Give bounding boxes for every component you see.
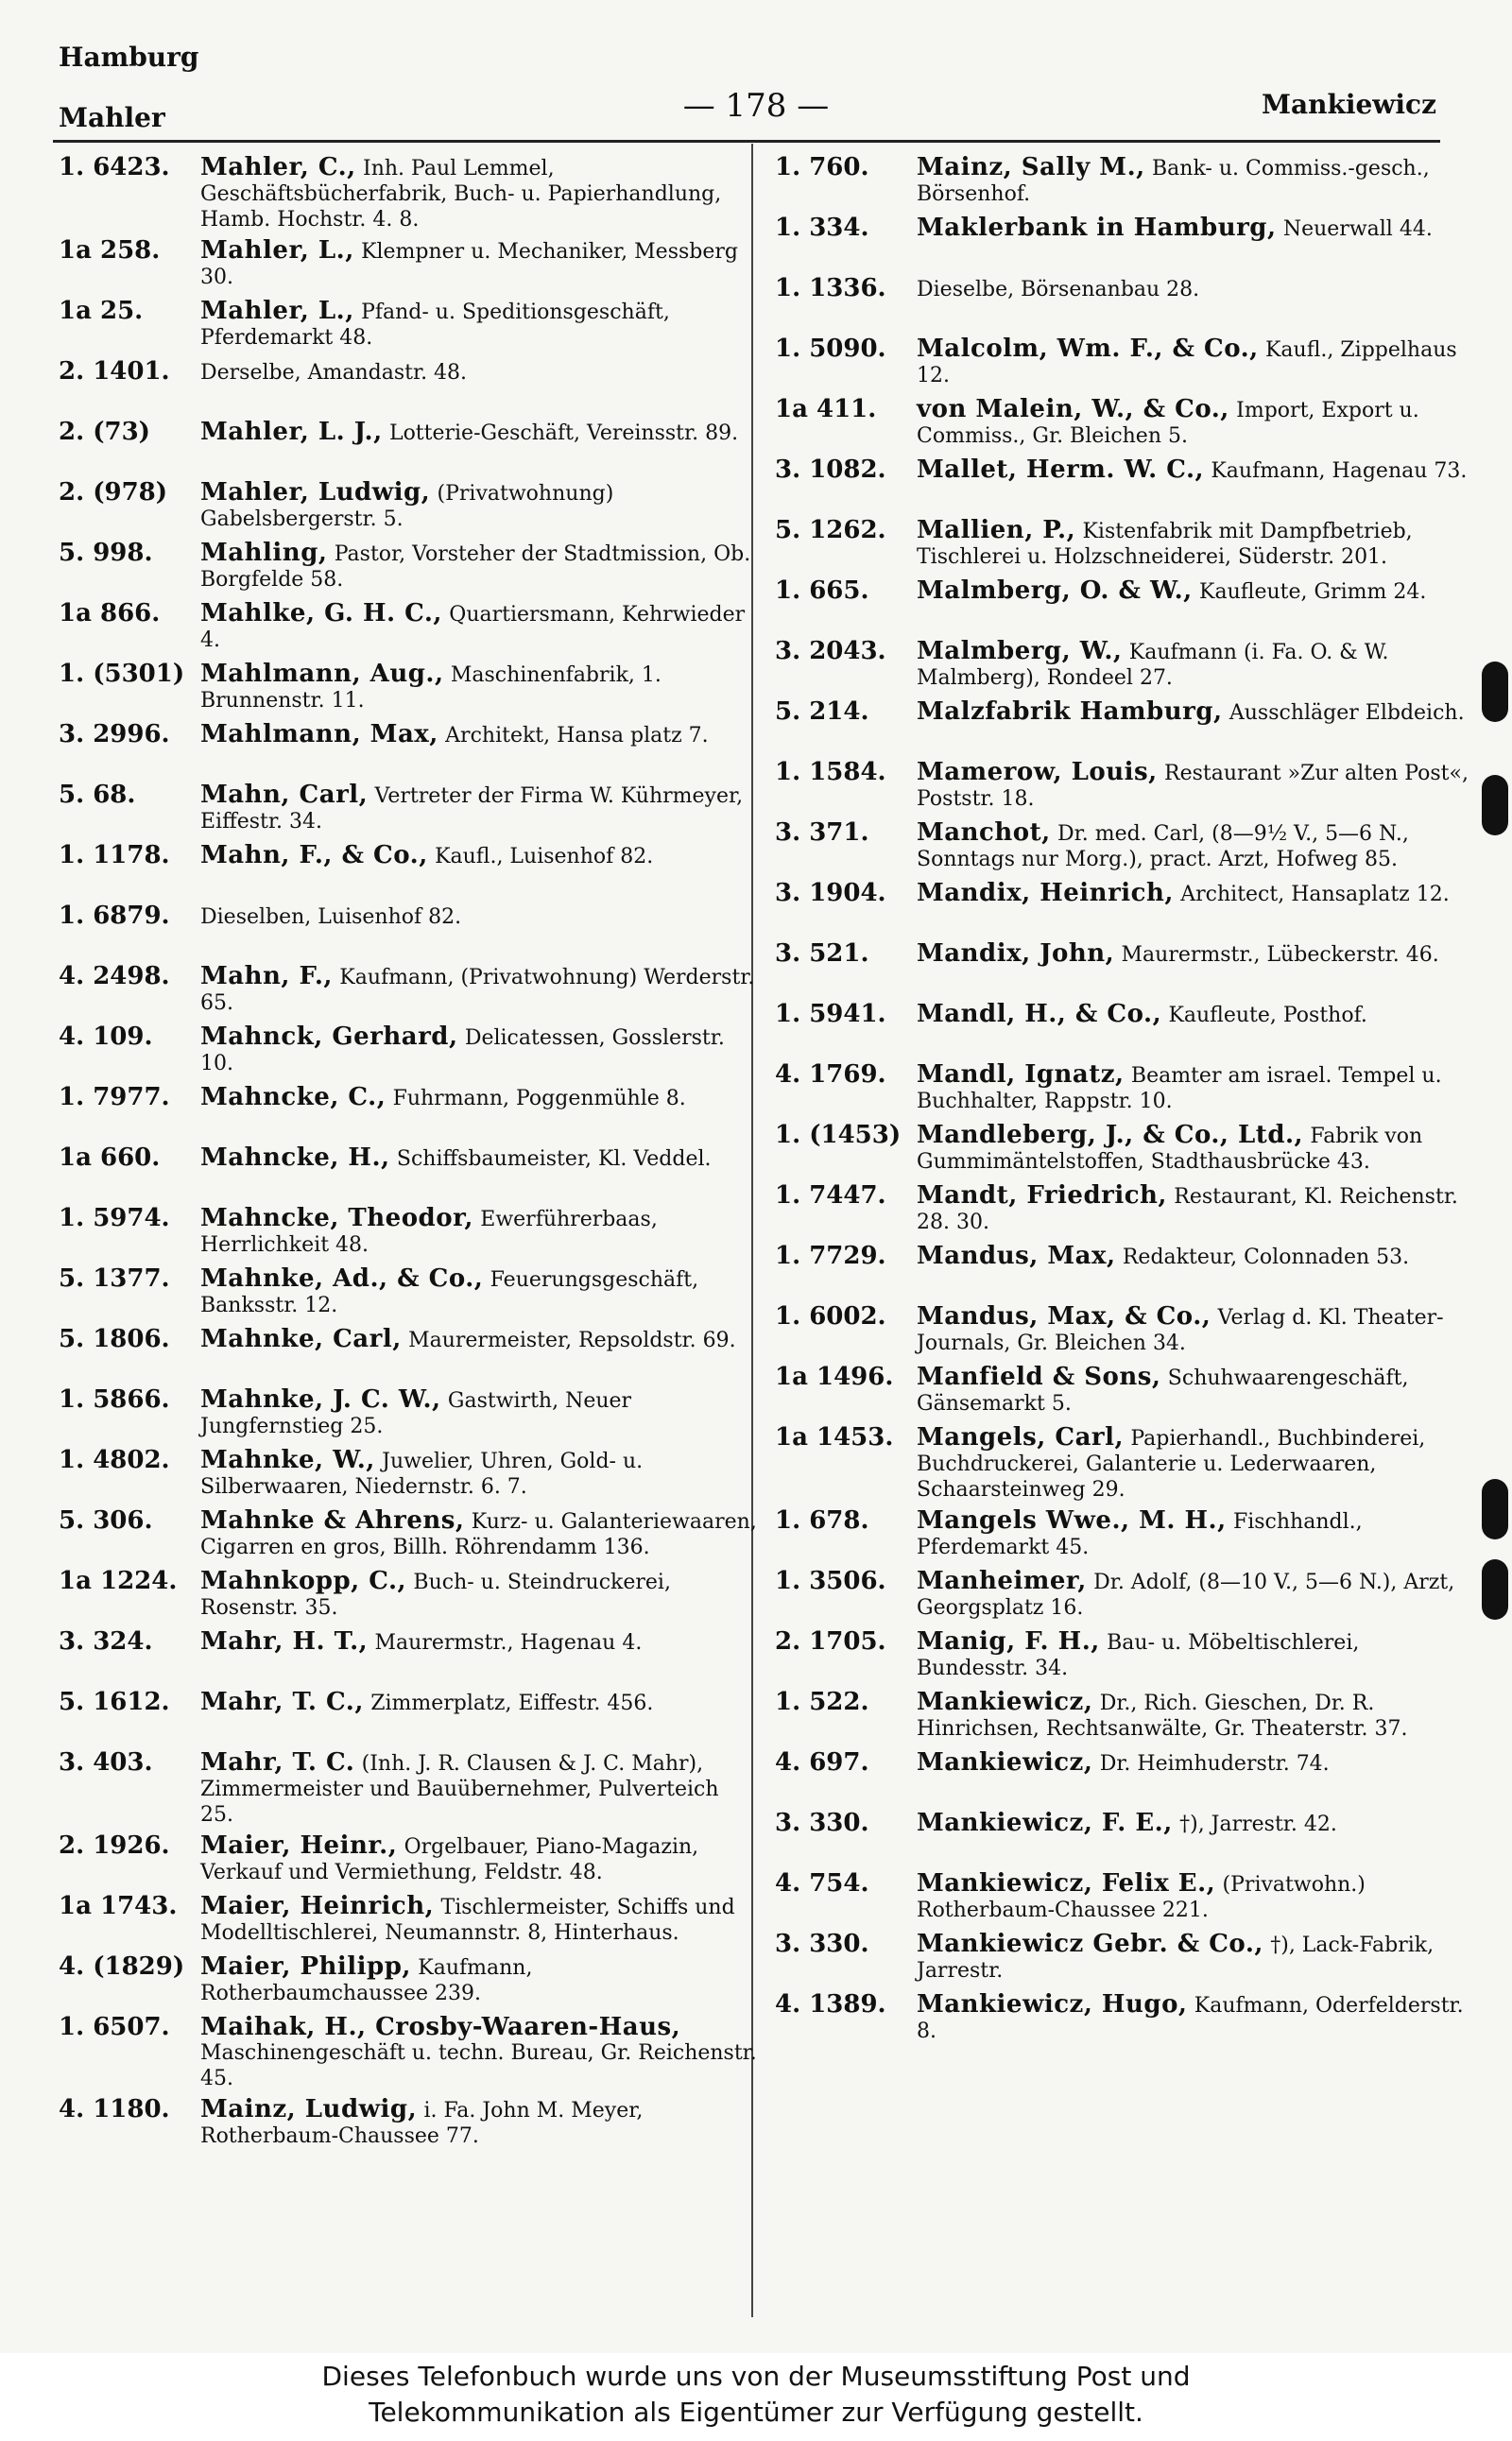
left-column <box>59 155 758 2157</box>
entry-detail: Kurz- u. Galanteriewaaren, Cigarren en gros, Billh. Röhrendamm 136. <box>200 1510 757 1559</box>
entry-number: 1a 1743. <box>59 1892 178 1920</box>
entry-detail: Dr. med. Carl, (8—9½ V., 5—6 N., Sonntags nur Morg.), pract. Arzt, Hofweg 85. <box>917 822 1409 871</box>
entry-name: Mahr, T. C. <box>200 1748 355 1777</box>
entry-detail: Feuerungsgeschäft, Banksstr. 12. <box>200 1268 699 1317</box>
entry-name: Mahling, <box>200 539 328 567</box>
directory-entry <box>775 1002 1474 1057</box>
entry-name: Mahnke, Carl, <box>200 1325 402 1353</box>
entry-detail: Redakteur, Colonnaden 53. <box>1122 1246 1410 1269</box>
entry-detail: Pastor, Vorsteher der Stadtmission, Ob. Borgfelde 58. <box>200 542 751 592</box>
entry-detail: Inh. Paul Lemmel, Geschäftsbücherfabrik, Buch- u. Papierhandlung, Hamb. Hochstr. 4. 8. <box>200 157 722 232</box>
directory-entry <box>775 1750 1474 1805</box>
entry-name: Malmberg, O. & W., <box>917 576 1193 605</box>
entry-number: 4. 1389. <box>775 1990 886 2019</box>
entry-name: Malmberg, W., <box>917 637 1123 665</box>
footer-line-2: Telekommunikation als Eigentümer zur Verfügung gestellt. <box>369 2397 1143 2428</box>
entry-number: 1. 1336. <box>775 274 886 302</box>
entry-name: Mankiewicz, <box>917 1748 1093 1777</box>
entry-number: 3. 371. <box>775 818 869 847</box>
entry-name: Mangels Wwe., M. H., <box>917 1506 1227 1535</box>
entry-detail: Fabrik von Gummimäntelstoffen, Stadthausbrücke 43. <box>917 1125 1423 1174</box>
entry-name: Mahnke, W., <box>200 1446 375 1474</box>
entry-number: 3. 1082. <box>775 456 886 484</box>
entry-name: Mahn, F., <box>200 962 333 990</box>
header-city: Hamburg <box>59 42 199 73</box>
entry-detail: Kaufmann, Hagenau 73. <box>1211 459 1468 483</box>
right-column <box>775 155 1474 2053</box>
entry-name: Mahlmann, Aug., <box>200 660 444 688</box>
entry-number: 3. 2043. <box>775 637 886 665</box>
directory-entry <box>59 722 758 777</box>
entry-detail: Tischlermeister, Schiffs und Modelltischlerei, Neumannstr. 8, Hinterhaus. <box>200 1896 735 1945</box>
entry-detail: Kaufleute, Posthof. <box>1168 1004 1367 1027</box>
directory-entry <box>59 1690 758 1745</box>
entry-name: Maier, Heinrich, <box>200 1892 435 1920</box>
binder-hole-mark <box>1482 775 1508 835</box>
entry-number: 1. 5090. <box>775 335 886 363</box>
entry-detail: Klempner u. Mechaniker, Messberg 30. <box>200 240 738 289</box>
entry-detail: Architect, Hansaplatz 12. <box>1180 883 1450 906</box>
entry-number: 2. (978) <box>59 478 168 507</box>
entry-number: 3. 324. <box>59 1627 153 1656</box>
entry-name: Mamerow, Louis, <box>917 758 1158 786</box>
entry-detail: Kaufmann, (Privatwohnung) Werderstr. 65. <box>200 966 755 1015</box>
entry-number: 2. 1926. <box>59 1831 170 1860</box>
entry-detail: Schuhwaarengeschäft, Gänsemarkt 5. <box>917 1367 1409 1416</box>
directory-entry <box>59 2097 758 2152</box>
entry-detail: Fischhandl., Pferdemarkt 45. <box>917 1510 1363 1559</box>
directory-entry <box>775 1871 1474 1926</box>
directory-entry <box>775 276 1474 331</box>
directory-entry <box>59 480 758 535</box>
directory-entry <box>59 601 758 656</box>
entry-name: Mahn, F., & Co., <box>200 841 428 869</box>
entry-detail: Quartiersmann, Kehrwieder 4. <box>200 603 746 652</box>
entry-name: Maihak, H., Crosby-Waaren-Haus, <box>200 2013 681 2041</box>
directory-entry <box>775 155 1474 210</box>
entry-name: Mahncke, Theodor, <box>200 1204 473 1232</box>
entry-detail: Derselbe, Amandastr. 48. <box>200 361 468 385</box>
entry-detail: Bank- u. Commiss.-gesch., Börsenhof. <box>917 157 1430 206</box>
directory-entry <box>59 1145 758 1200</box>
entry-name: von Malein, W., & Co., <box>917 395 1229 423</box>
directory-entry <box>775 578 1474 633</box>
entry-name: Mahnke & Ahrens, <box>200 1506 465 1535</box>
entry-name: Mandix, John, <box>917 939 1115 968</box>
entry-number: 3. 403. <box>59 1748 153 1777</box>
directory-entry <box>775 1508 1474 1563</box>
entry-name: Manfield & Sons, <box>917 1363 1161 1391</box>
directory-entry <box>59 843 758 898</box>
entry-name: Mandl, Ignatz, <box>917 1060 1125 1089</box>
directory-entry <box>59 1024 758 1079</box>
entry-number: 5. 1377. <box>59 1264 170 1293</box>
entry-name: Maklerbank in Hamburg, <box>917 214 1277 242</box>
entry-detail: Kistenfabrik mit Dampfbetrieb, Tischlerei u. Holzschneiderei, Süderstr. 201. <box>917 520 1413 569</box>
entry-name: Mahnkopp, C., <box>200 1567 407 1595</box>
entry-detail: Dr. Adolf, (8—10 V., 5—6 N.), Arzt, Georgsplatz 16. <box>917 1571 1455 1620</box>
entry-detail: Architekt, Hansa platz 7. <box>445 724 709 748</box>
entry-detail: Kaufl., Luisenhof 82. <box>435 845 654 868</box>
entry-detail: Restaurant »Zur alten Post«, Poststr. 18. <box>917 762 1469 811</box>
directory-entry <box>775 699 1474 754</box>
entry-detail: Dieselben, Luisenhof 82. <box>200 905 462 929</box>
directory-entry <box>59 359 758 414</box>
entry-name: Mankiewicz, Felix E., <box>917 1869 1216 1898</box>
entry-number: 3. 330. <box>775 1809 869 1837</box>
directory-entry <box>59 1085 758 1140</box>
entry-name: Mahlmann, Max, <box>200 720 438 748</box>
directory-entry <box>59 238 758 293</box>
directory-entry <box>775 1932 1474 1986</box>
directory-entry <box>775 1992 1474 2047</box>
directory-entry <box>775 941 1474 996</box>
entry-detail: †), Lack-Fabrik, Jarrestr. <box>917 1934 1435 1983</box>
entry-name: Maier, Heinr., <box>200 1831 398 1860</box>
entry-number: 4. 2498. <box>59 962 170 990</box>
entry-number: 1a 25. <box>59 297 144 325</box>
directory-entry <box>59 662 758 716</box>
entry-detail: Juwelier, Uhren, Gold- u. Silberwaaren, Niedernstr. 6. 7. <box>200 1450 644 1499</box>
header-rule <box>53 140 1440 143</box>
entry-detail: Maurermstr., Hagenau 4. <box>374 1631 643 1655</box>
entry-number: 1. 665. <box>775 576 869 605</box>
entry-number: 1. 6002. <box>775 1302 886 1331</box>
entry-detail: Ewerführerbaas, Herrlichkeit 48. <box>200 1208 658 1257</box>
directory-entry <box>59 903 758 958</box>
entry-number: 5. 1806. <box>59 1325 170 1353</box>
entry-number: 1. 6879. <box>59 902 170 930</box>
directory-entry <box>59 782 758 837</box>
entry-name: Mahnke, J. C. W., <box>200 1385 441 1414</box>
entry-detail: Orgelbauer, Piano-Magazin, Verkauf und Vermiethung, Feldstr. 48. <box>200 1835 699 1884</box>
entry-name: Mankiewicz, F. E., <box>917 1809 1173 1837</box>
directory-entry <box>59 1833 758 1888</box>
entry-name: Mainz, Sally M., <box>917 153 1145 181</box>
entry-detail: Kaufleute, Grimm 24. <box>1199 580 1427 604</box>
entry-number: 5. 998. <box>59 539 153 567</box>
directory-entry <box>775 397 1474 452</box>
entry-detail: Ausschläger Elbdeich. <box>1228 701 1465 725</box>
directory-entry <box>59 1750 758 1828</box>
entry-name: Mahler, L., <box>200 236 354 265</box>
entry-number: 5. 68. <box>59 781 136 809</box>
binder-hole-mark <box>1482 1559 1508 1620</box>
binder-hole-mark <box>1482 1479 1508 1539</box>
entry-number: 4. 109. <box>59 1023 153 1051</box>
directory-entry <box>775 336 1474 391</box>
entry-detail: Import, Export u. Commiss., Gr. Bleichen 5. <box>917 399 1419 448</box>
entry-name: Mahler, C., <box>200 153 356 181</box>
entry-detail: Kaufl., Zippelhaus 12. <box>917 338 1457 387</box>
entry-number: 1. 5866. <box>59 1385 170 1414</box>
directory-entry <box>775 1304 1474 1359</box>
entry-number: 1. 7729. <box>775 1242 886 1270</box>
page-number: — 178 — <box>682 87 830 125</box>
directory-entry <box>59 1266 758 1321</box>
entry-number: 4. 1769. <box>775 1060 886 1089</box>
directory-entry <box>775 518 1474 573</box>
entry-detail: Vertreter der Firma W. Kührmeyer, Eiffestr. 34. <box>200 784 744 834</box>
entry-number: 3. 330. <box>775 1930 869 1958</box>
entry-number: 3. 521. <box>775 939 869 968</box>
entry-name: Mallien, P., <box>917 516 1076 544</box>
directory-entry <box>775 215 1474 270</box>
entry-detail: †), Jarrestr. 42. <box>1179 1813 1337 1836</box>
entry-detail: (Privatwohnung) Gabelsbergerstr. 5. <box>200 482 614 531</box>
entry-name: Mahler, Ludwig, <box>200 478 431 507</box>
entry-detail: Maurermeister, Repsoldstr. 69. <box>408 1329 736 1352</box>
entry-detail: Maschinenfabrik, 1. Brunnenstr. 11. <box>200 663 662 713</box>
directory-entry <box>775 1062 1474 1117</box>
entry-number: 2. 1705. <box>775 1627 886 1656</box>
entry-number: 1a 1496. <box>775 1363 894 1391</box>
directory-entry <box>59 1327 758 1382</box>
entry-number: 1. (1453) <box>775 1121 902 1149</box>
entry-detail: Maurermstr., Lübeckerstr. 46. <box>1121 943 1439 967</box>
entry-number: 1a 1453. <box>775 1423 894 1452</box>
entry-number: 5. 1612. <box>59 1688 170 1716</box>
header-first-name: Mahler <box>59 102 165 133</box>
entry-name: Mandl, H., & Co., <box>917 1000 1162 1028</box>
entry-detail: Restaurant, Kl. Reichenstr. 28. 30. <box>917 1185 1458 1234</box>
entry-name: Mallet, Herm. W. C., <box>917 456 1205 484</box>
entry-name: Mahler, L. J., <box>200 418 383 446</box>
entry-number: 2. (73) <box>59 418 150 446</box>
entry-name: Manchot, <box>917 818 1051 847</box>
entry-detail: Lotterie-Geschäft, Vereinsstr. 89. <box>388 421 739 445</box>
entry-name: Mahn, Carl, <box>200 781 369 809</box>
entry-name: Manig, F. H., <box>917 1627 1100 1656</box>
entry-number: 1a 411. <box>775 395 877 423</box>
entry-number: 4. 697. <box>775 1748 869 1777</box>
entry-number: 2. 1401. <box>59 357 170 386</box>
directory-entry <box>775 881 1474 936</box>
entry-number: 1a 1224. <box>59 1567 178 1595</box>
entry-detail: Dieselbe, Börsenanbau 28. <box>917 278 1200 301</box>
entry-name: Mahnck, Gerhard, <box>200 1023 458 1051</box>
entry-name: Mandus, Max, & Co., <box>917 1302 1211 1331</box>
entry-name: Mangels, Carl, <box>917 1423 1125 1452</box>
entry-detail: Papierhandl., Buchbinderei, Buchdruckerei, Galanterie u. Lederwaaren, Schaarsteinweg 29. <box>917 1427 1426 1502</box>
entry-detail: Pfand- u. Speditionsgeschäft, Pferdemarkt 48. <box>200 301 670 350</box>
directory-entry <box>59 420 758 474</box>
entry-name: Mandt, Friedrich, <box>917 1181 1167 1210</box>
entry-detail: Dr. Heimhuderstr. 74. <box>1099 1752 1330 1776</box>
entry-number: 5. 214. <box>775 697 869 726</box>
directory-entry <box>59 1508 758 1563</box>
entry-name: Mandus, Max, <box>917 1242 1116 1270</box>
directory-entry <box>775 1183 1474 1238</box>
entry-name: Malcolm, Wm. F., & Co., <box>917 335 1259 363</box>
entry-name: Mandix, Heinrich, <box>917 879 1174 907</box>
entry-detail: (Inh. J. R. Clausen & J. C. Mahr), Zimmermeister und Bauübernehmer, Pulverteich 25. <box>200 1752 719 1827</box>
entry-number: 4. (1829) <box>59 1952 185 1981</box>
entry-number: 1. 7977. <box>59 1083 170 1111</box>
entry-name: Mandleberg, J., & Co., Ltd., <box>917 1121 1304 1149</box>
entry-name: Mankiewicz, <box>917 1688 1093 1716</box>
directory-entry <box>59 964 758 1019</box>
entry-name: Mahlke, G. H. C., <box>200 599 442 627</box>
entry-number: 1. 334. <box>775 214 869 242</box>
directory-entry <box>59 1954 758 2009</box>
entry-detail: Kaufmann, Oderfelderstr. 8. <box>917 1994 1464 2043</box>
directory-entry <box>59 541 758 595</box>
directory-entry <box>775 1569 1474 1624</box>
entry-number: 1a 660. <box>59 1143 161 1172</box>
directory-entry <box>59 1448 758 1503</box>
entry-name: Manheimer, <box>917 1567 1087 1595</box>
directory-entry <box>59 1894 758 1949</box>
entry-detail: Neuerwall 44. <box>1282 217 1433 241</box>
entry-number: 1a 258. <box>59 236 161 265</box>
entry-name: Mahncke, H., <box>200 1143 390 1172</box>
entry-detail: Gastwirth, Neuer Jungfernstieg 25. <box>200 1389 632 1438</box>
entry-number: 5. 306. <box>59 1506 153 1535</box>
entry-detail: (Privatwohn.) Rotherbaum-Chaussee 221. <box>917 1873 1366 1922</box>
entry-name: Mainz, Ludwig, <box>200 2095 418 2123</box>
directory-entry <box>775 1244 1474 1298</box>
directory-entry <box>59 1629 758 1684</box>
entry-detail: Fuhrmann, Poggenmühle 8. <box>392 1087 686 1110</box>
directory-entry <box>59 1387 758 1442</box>
binder-hole-mark <box>1482 662 1508 722</box>
entry-number: 1. 5974. <box>59 1204 170 1232</box>
directory-entry <box>775 760 1474 815</box>
entry-name: Maier, Philipp, <box>200 1952 411 1981</box>
entry-number: 1. (5301) <box>59 660 185 688</box>
entry-detail: Kaufmann (i. Fa. O. & W. Malmberg), Rondeel 27. <box>917 641 1389 690</box>
entry-number: 1. 678. <box>775 1506 869 1535</box>
directory-entry <box>775 1690 1474 1745</box>
entry-detail: Zimmerplatz, Eiffestr. 456. <box>370 1692 654 1715</box>
entry-number: 3. 2996. <box>59 720 170 748</box>
directory-entry <box>775 820 1474 875</box>
entry-number: 1. 3506. <box>775 1567 886 1595</box>
directory-entry <box>775 1629 1474 1684</box>
directory-entry <box>59 155 758 232</box>
entry-detail: Verlag d. Kl. Theater-Journals, Gr. Bleichen 34. <box>917 1306 1444 1355</box>
entry-number: 1. 760. <box>775 153 869 181</box>
entry-number: 5. 1262. <box>775 516 886 544</box>
entry-number: 1. 522. <box>775 1688 869 1716</box>
entry-name: Mahr, H. T., <box>200 1627 369 1656</box>
entry-name: Mahr, T. C., <box>200 1688 364 1716</box>
entry-number: 4. 1180. <box>59 2095 170 2123</box>
directory-entry <box>775 1365 1474 1419</box>
entry-number: 4. 754. <box>775 1869 869 1898</box>
entry-detail: Maschinengeschäft u. techn. Bureau, Gr. Reichenstr. 45. <box>200 2041 757 2090</box>
directory-entry <box>775 457 1474 512</box>
entry-number: 1. 1178. <box>59 841 170 869</box>
entry-detail: Kaufmann, Rotherbaumchaussee 239. <box>200 1956 533 2005</box>
entry-number: 1. 6507. <box>59 2013 170 2041</box>
entry-detail: Buch- u. Steindruckerei, Rosenstr. 35. <box>200 1571 671 1620</box>
directory-entry <box>59 2015 758 2091</box>
entry-number: 1. 1584. <box>775 758 886 786</box>
entry-name: Malzfabrik Hamburg, <box>917 697 1223 726</box>
directory-entry <box>59 1206 758 1261</box>
entry-number: 1. 4802. <box>59 1446 170 1474</box>
header-last-name: Mankiewicz <box>1261 89 1436 120</box>
entry-number: 3. 1904. <box>775 879 886 907</box>
entry-number: 1a 866. <box>59 599 161 627</box>
entry-detail: Beamter am israel. Tempel u. Buchhalter, Rappstr. 10. <box>917 1064 1442 1113</box>
entry-name: Mankiewicz, Hugo, <box>917 1990 1188 2019</box>
footer-line-1: Dieses Telefonbuch wurde uns von der Museumsstiftung Post und <box>321 2361 1191 2392</box>
entry-number: 1. 6423. <box>59 153 170 181</box>
entry-name: Mahnke, Ad., & Co., <box>200 1264 484 1293</box>
entry-detail: Delicatessen, Gosslerstr. 10. <box>200 1026 725 1075</box>
footer-notice <box>0 2353 1512 2441</box>
directory-entry <box>775 1811 1474 1865</box>
entry-name: Mahler, L., <box>200 297 354 325</box>
entry-detail: i. Fa. John M. Meyer, Rotherbaum-Chaussee 77. <box>200 2099 644 2148</box>
entry-name: Mankiewicz Gebr. & Co., <box>917 1930 1263 1958</box>
entry-number: 1. 5941. <box>775 1000 886 1028</box>
directory-entry <box>775 1425 1474 1503</box>
entry-name: Mahncke, C., <box>200 1083 387 1111</box>
entry-detail: Schiffsbaumeister, Kl. Veddel. <box>396 1147 712 1171</box>
directory-entry <box>775 1123 1474 1178</box>
directory-entry <box>775 639 1474 694</box>
entry-detail: Dr., Rich. Gieschen, Dr. R. Hinrichsen, Rechtsanwälte, Gr. Theaterstr. 37. <box>917 1692 1408 1741</box>
directory-entry <box>59 1569 758 1624</box>
directory-entry <box>59 299 758 353</box>
entry-number: 1. 7447. <box>775 1181 886 1210</box>
entry-detail: Bau- u. Möbeltischlerei, Bundesstr. 34. <box>917 1631 1360 1680</box>
